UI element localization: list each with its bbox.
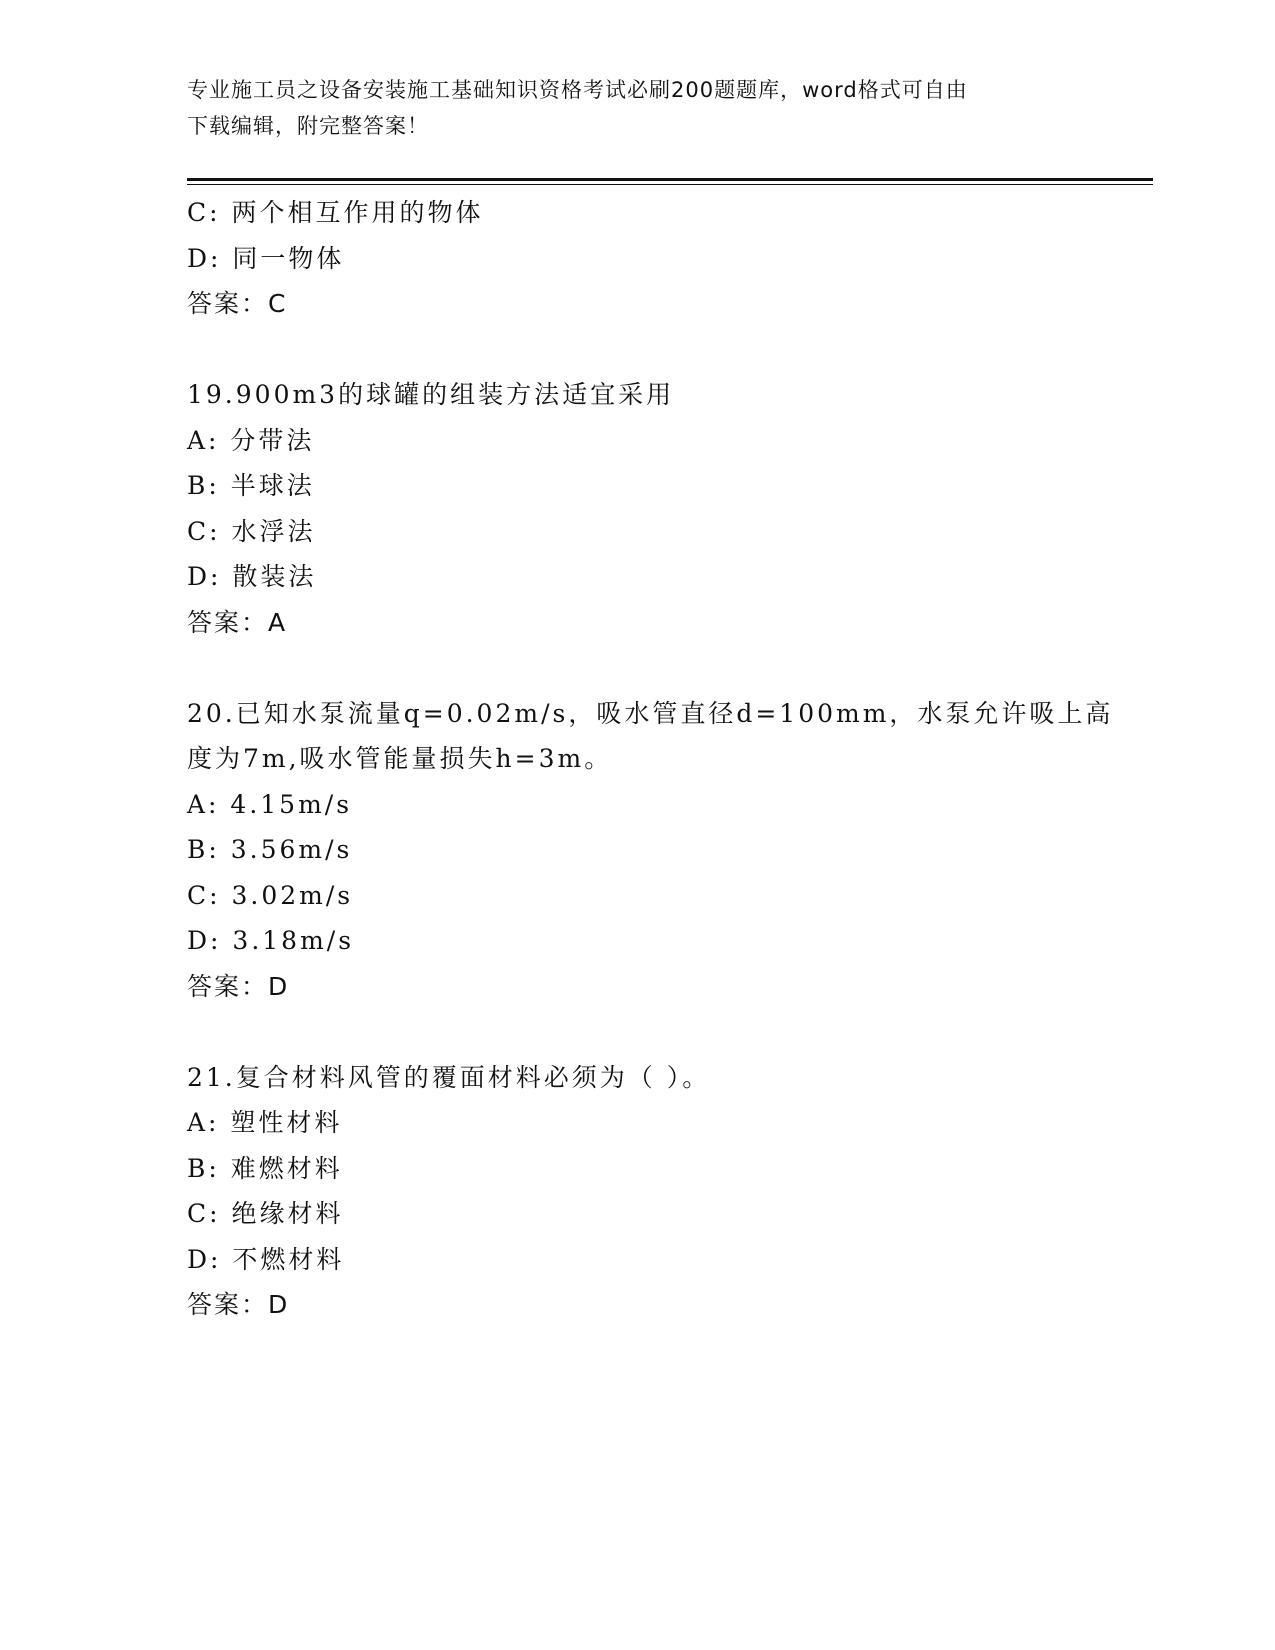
question-stem-line-1: 20.已知水泵流量q=0.02m/s，吸水管直径d=100mm，水泵允许吸上高 [187, 698, 1114, 728]
spacer [187, 645, 1087, 691]
question-block-19 [187, 372, 1087, 645]
option-a: A: 4.15m/s [187, 789, 353, 819]
question-stem: 21.复合材料风管的覆面材料必须为（ ）。 [187, 1062, 711, 1092]
question-block-20 [187, 691, 1114, 1010]
answer-line: 答案：A [187, 607, 288, 637]
spacer [187, 327, 1087, 373]
option-d: D: 散装法 [187, 562, 317, 591]
question-list [187, 190, 1114, 1328]
option-c: C: 两个相互作用的物体 [187, 198, 484, 227]
question-block-previous [187, 190, 1087, 327]
question-block-21 [187, 1055, 1087, 1328]
header-title-line-2: 下载编辑，附完整答案！ [187, 114, 429, 138]
option-a: A: 塑性材料 [187, 1108, 343, 1137]
header-divider-thick [187, 178, 1153, 181]
header-title-line-1: 专业施工员之设备安装施工基础知识资格考试必刷200题题库，word格式可自由 [187, 78, 968, 102]
option-d: D: 3.18m/s [187, 926, 355, 955]
option-d: D: 不燃材料 [187, 1244, 345, 1274]
option-c: C: 3.02m/s [187, 880, 354, 910]
question-stem-line-2: 度为7m,吸水管能量损失h=3m。 [187, 744, 613, 773]
option-b: B: 3.56m/s [187, 835, 353, 864]
answer-line: 答案：C [187, 289, 288, 318]
question-stem: 19.900m3的球罐的组装方法适宜采用 [187, 380, 675, 409]
option-c: C: 绝缘材料 [187, 1199, 344, 1228]
option-a: A: 分带法 [187, 425, 315, 455]
option-d: D: 同一物体 [187, 243, 345, 273]
option-b: B: 难燃材料 [187, 1153, 343, 1183]
spacer [187, 1009, 1087, 1055]
option-b: B: 半球法 [187, 471, 315, 500]
answer-line: 答案：D [187, 971, 290, 1001]
header-divider-thin [187, 184, 1153, 185]
answer-line: 答案：D [187, 1290, 290, 1319]
option-c: C: 水浮法 [187, 516, 316, 546]
document-header [187, 72, 1067, 144]
